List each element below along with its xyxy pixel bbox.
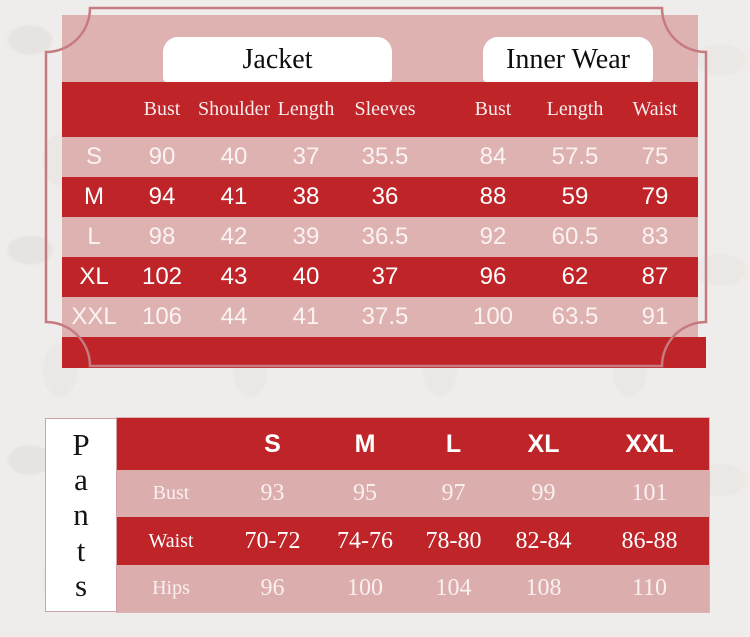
column-header-inner-waist: Waist: [632, 98, 678, 120]
cell: 108: [525, 575, 562, 601]
cell: 100: [347, 575, 383, 601]
cell: 35.5: [361, 143, 409, 170]
cell: 38: [292, 183, 320, 210]
cell: 87: [641, 263, 669, 290]
cell: 84: [479, 143, 507, 170]
cell: 92: [479, 223, 507, 250]
column-header-jacket-bust: Bust: [143, 98, 181, 120]
cell: 94: [148, 183, 176, 210]
pants-letter: t: [76, 532, 86, 568]
pants-header-row: [117, 418, 709, 470]
column-header-jacket-shoulder: Shoulder: [198, 98, 271, 120]
column-header-inner-length: Length: [546, 98, 604, 120]
top-table-footer-strip: [62, 337, 706, 368]
column-header-m: M: [354, 429, 376, 458]
pants-letter: n: [73, 497, 89, 533]
top-table-body: [62, 137, 698, 337]
cell: 40: [292, 263, 320, 290]
cell: 75: [641, 143, 669, 170]
cell: 74-76: [337, 527, 393, 554]
cell: 90: [148, 143, 176, 170]
cell: 102: [141, 263, 183, 290]
size-label: XXL: [71, 303, 117, 330]
cell: 62: [561, 263, 589, 290]
cell: 42: [220, 223, 248, 250]
column-header-l: L: [445, 429, 462, 458]
cell: 86-88: [621, 527, 678, 554]
size-row-xl: [62, 257, 698, 297]
tab-inner-wear: [483, 37, 653, 82]
cell: 63.5: [551, 303, 599, 330]
cell: 79: [641, 183, 669, 210]
column-header-s: S: [264, 429, 281, 458]
cell: 36.5: [361, 223, 409, 250]
size-row-l: [62, 217, 698, 257]
cell: 40: [220, 143, 248, 170]
size-row-s: [62, 137, 698, 177]
cell: 88: [479, 183, 507, 210]
cell: 97: [441, 480, 466, 506]
cell: 95: [353, 480, 377, 506]
pants-row-hips: [117, 565, 709, 612]
cell: 37.5: [361, 303, 409, 330]
pants-row-waist: [117, 517, 709, 565]
pants-size-table: [45, 418, 709, 612]
cell: 41: [292, 303, 320, 330]
cell: 36: [371, 183, 399, 210]
cell: 91: [641, 303, 669, 330]
pants-vertical-label: [45, 418, 117, 612]
cell: 43: [220, 263, 248, 290]
pants-row-bust: [117, 470, 709, 517]
cell: 106: [141, 303, 183, 330]
cell: 59: [561, 183, 589, 210]
cell: 39: [292, 223, 320, 250]
size-row-xxl: [62, 297, 698, 337]
cell: 96: [260, 575, 285, 601]
tab-jacket: [163, 37, 392, 82]
cell: 44: [220, 303, 248, 330]
cell: 83: [641, 223, 669, 250]
pants-letter: s: [74, 567, 88, 603]
top-table-header-row: [62, 82, 698, 137]
pants-table-grid: [117, 418, 709, 612]
cell: 101: [631, 480, 668, 506]
cell: 60.5: [551, 223, 599, 250]
size-label: L: [87, 223, 101, 250]
size-label: S: [85, 143, 102, 170]
cell: 110: [631, 575, 668, 601]
column-header-xxl: XXL: [625, 429, 674, 458]
cell: 96: [479, 263, 507, 290]
cell: 104: [435, 575, 472, 601]
cell: 37: [371, 263, 399, 290]
cell: 82-84: [515, 527, 572, 554]
cell: 70-72: [244, 527, 301, 554]
cell: 93: [260, 480, 285, 506]
column-header-inner-bust: Bust: [474, 98, 512, 120]
column-header-jacket-length: Length: [277, 98, 335, 120]
size-label: XL: [79, 263, 109, 290]
cell: 57.5: [551, 143, 599, 170]
row-label: Hips: [152, 577, 190, 599]
cell: 99: [531, 480, 556, 506]
cell: 100: [472, 303, 514, 330]
size-row-m: [62, 177, 698, 217]
cell: 37: [292, 143, 320, 170]
pants-letter: P: [72, 427, 90, 463]
pants-letter: a: [74, 462, 88, 498]
row-label: Waist: [148, 529, 194, 552]
row-label: Bust: [152, 482, 190, 504]
jacket-inner-wear-size-table: [62, 15, 698, 368]
column-header-jacket-sleeves: Sleeves: [354, 98, 416, 120]
cell: 98: [148, 223, 176, 250]
size-label: M: [84, 183, 104, 210]
cell: 78-80: [425, 527, 482, 554]
column-header-xl: XL: [527, 429, 560, 458]
tab-jacket-label: Jacket: [242, 43, 313, 75]
tab-inner-wear-label: Inner Wear: [506, 43, 630, 75]
cell: 41: [220, 183, 248, 210]
